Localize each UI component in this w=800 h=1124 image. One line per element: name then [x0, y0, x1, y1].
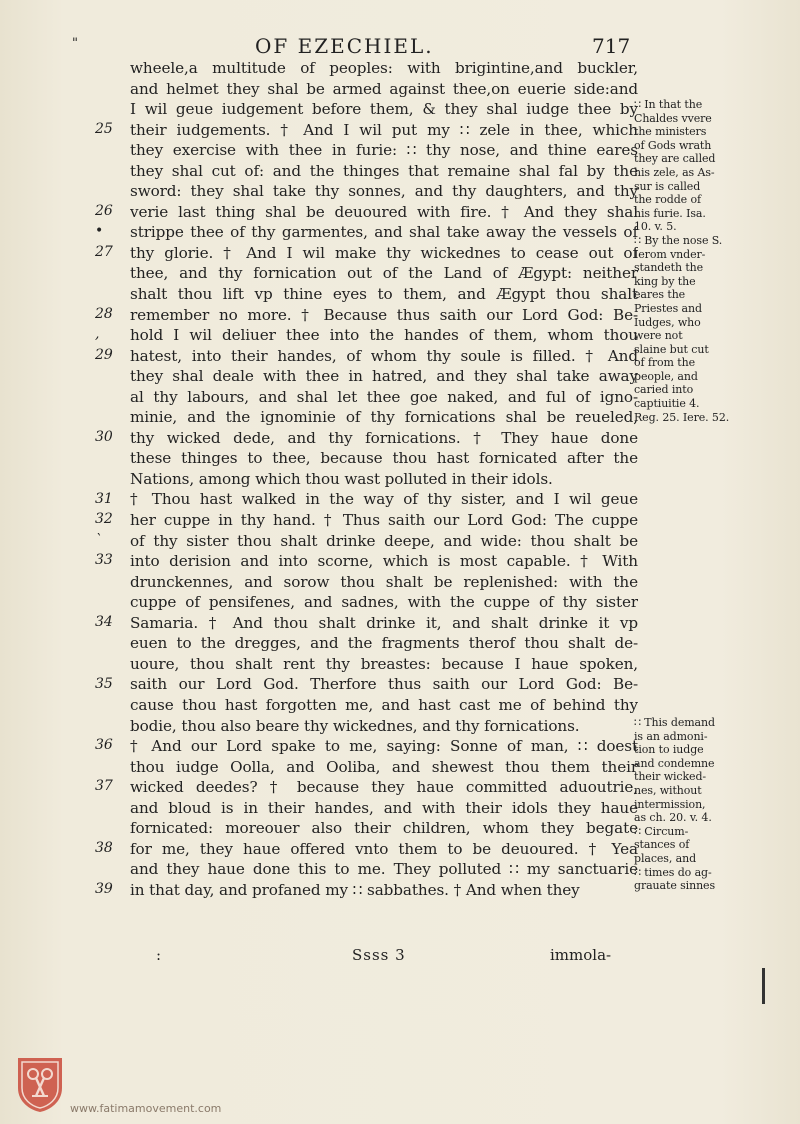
- verse-number: 35: [95, 675, 113, 692]
- text-line: euen to the dregges, and the fragments therof thou shalt de-: [130, 634, 638, 653]
- text-line: Nations, among which thou wast polluted in their idols.: [130, 469, 553, 488]
- website-watermark: www.fatimamovement.com: [70, 1102, 222, 1115]
- margin-note-line: Reg. 25. Iere. 52.: [634, 410, 730, 424]
- main-text-column: [130, 58, 638, 900]
- margin-note-line: were not: [634, 329, 683, 343]
- running-title: OF EZECHIEL.: [255, 34, 434, 58]
- text-line: into derision and into scorne, which is most capable. † With: [130, 552, 638, 571]
- text-line: uoure, thou shalt rent thy breastes: because I haue spoken,: [130, 654, 638, 673]
- text-line: thy wicked dede, and thy fornications. † They haue done: [130, 428, 638, 447]
- verse-number: 29: [95, 346, 113, 363]
- margin-note-line: the ministers: [634, 125, 707, 139]
- catchword: immola-: [550, 946, 612, 964]
- verse-number: 25: [95, 120, 113, 137]
- text-line: hold I wil deliuer thee into the handes of them, whom thou: [130, 326, 638, 345]
- signature-mark: Ssss 3: [352, 946, 406, 964]
- margin-note-line: slaine but cut: [634, 342, 709, 356]
- text-line: these thinges to thee, because thou hast fornicated after the: [130, 449, 638, 468]
- page-footer: [0, 946, 800, 972]
- margin-note-line: eares the: [634, 288, 686, 302]
- verse-number: 32: [95, 511, 113, 528]
- verse-number: 30: [95, 428, 113, 445]
- text-line: and helmet they shal be armed against thee,on euerie side:and: [130, 79, 638, 98]
- margin-note-line: Iudges, who: [634, 315, 701, 329]
- text-line: thou iudge Oolla, and Ooliba, and shewest thou them their: [130, 757, 638, 776]
- verse-number: 26: [95, 202, 113, 219]
- margin-note-line: Ierom vnder-: [634, 247, 706, 261]
- margin-note-lower: [634, 716, 744, 893]
- margin-note-line: ∷ By the nose S.: [634, 233, 723, 247]
- text-line: in that day, and profaned my ∷ sabbathes. † And when they: [130, 880, 580, 899]
- margin-note-line: standeth the: [634, 261, 704, 275]
- text-line: minie, and the ignominie of thy fornications shal be reueled,: [130, 408, 638, 427]
- text-line: cause thou hast forgotten me, and hast cast me of behind thy: [130, 695, 638, 714]
- margin-note-line: sur is called: [634, 179, 701, 193]
- margin-note-line: ∷ In that the: [634, 98, 703, 111]
- text-line: saith our Lord God. Therfore thus saith our Lord God: Be-: [130, 675, 638, 694]
- text-line: verie last thing shal be deuoured with fire. † And they shal: [130, 202, 638, 221]
- page-number: 717: [592, 34, 631, 58]
- margin-note-line: is an admoni-: [634, 729, 708, 743]
- text-line: her cuppe in thy hand. † Thus saith our Lord God: The cuppe: [130, 511, 638, 530]
- verse-number: 39: [95, 881, 113, 897]
- text-line: † And our Lord spake to me, saying: Sonne of man, ∷ doest: [130, 737, 638, 756]
- text-line: of thy sister thou shalt drinke deepe, and wide: thou shalt be: [130, 531, 638, 550]
- verse-number: `: [95, 531, 102, 548]
- verse-number: 31: [95, 490, 113, 507]
- text-line: Samaria. † And thou shalt drinke it, and shalt drinke it vp: [130, 613, 638, 632]
- verse-number: 34: [95, 613, 113, 630]
- text-line: for me, they haue offered vnto them to be deuoured. † Yea: [130, 839, 638, 858]
- text-line: hatest, into their handes, of whom thy soule is filled. † And: [130, 346, 638, 365]
- margin-note-line: and condemne: [634, 756, 715, 770]
- margin-note-line: ∷ This demand: [634, 716, 715, 729]
- margin-note-line: of from the: [634, 356, 695, 370]
- verse-number: 38: [95, 839, 113, 856]
- margin-note-line: king by the: [634, 274, 696, 288]
- text-line: shalt thou lift vp thine eyes to them, and Ægypt thou shalt: [130, 285, 638, 304]
- text-line: their iudgements. † And I wil put my ∷ zele in thee, which: [130, 120, 638, 139]
- margin-note-line: stances of: [634, 838, 690, 852]
- text-line: sword: they shal take thy sonnes, and thy daughters, and thy: [130, 182, 638, 201]
- text-line: remember no more. † Because thus saith our Lord God: Be-: [130, 305, 638, 324]
- margin-note-line: their wicked-: [634, 770, 707, 784]
- text-line: wheele,a multitude of peoples: with brigintine,and buckler,: [130, 59, 638, 77]
- text-line: thee, and thy fornication out of the Land of Ægypt: neither: [130, 264, 638, 283]
- text-line: and they haue done this to me. They polluted ∷ my sanctuarie: [130, 860, 638, 879]
- scan-edge-mark: [762, 968, 765, 1004]
- running-header: [0, 34, 800, 60]
- text-line: they exercise with thee in furie: ∷ thy nose, and thine eares: [130, 141, 638, 160]
- text-line: al thy labours, and shal let thee goe naked, and ful of igno-: [130, 387, 638, 406]
- margin-note-line: ∷ Circum-: [634, 824, 689, 838]
- margin-note-line: intermission,: [634, 797, 706, 811]
- margin-note-line: caried into: [634, 383, 694, 397]
- verse-number: 27: [95, 243, 113, 260]
- text-line: they shal cut of: and the thinges that remaine shal fal by the: [130, 161, 638, 180]
- margin-note-line: the rodde of: [634, 193, 701, 207]
- margin-note-line: Priestes and: [634, 301, 702, 315]
- margin-note-line: his furie. Isa.: [634, 206, 706, 220]
- verse-number: 36: [95, 737, 113, 754]
- text-line: cuppe of pensifenes, and sadnes, with the cuppe of thy sister: [130, 593, 638, 612]
- verse-number: 28: [95, 305, 113, 322]
- margin-note-line: ∷ times do ag-: [634, 865, 712, 879]
- verse-number: 37: [95, 778, 113, 795]
- text-line: strippe thee of thy garmentes, and shal take away the vessels of: [130, 223, 638, 242]
- text-line: they shal deale with thee in hatred, and they shal take away: [130, 367, 638, 386]
- verse-number: ,: [95, 326, 100, 343]
- text-line: bodie, thou also beare thy wickednes, and thy fornications.: [130, 716, 580, 735]
- margin-note-line: as ch. 20. v. 4.: [634, 811, 712, 825]
- margin-note-line: they are called: [634, 152, 716, 166]
- margin-note-line: Chaldes vvere: [634, 111, 712, 125]
- footer-colon: :: [156, 946, 162, 964]
- text-line: drunckennes, and sorow thou shalt be replenished: with the: [130, 572, 638, 591]
- margin-note-line: grauate sinnes: [634, 879, 716, 893]
- margin-note-line: tion to iudge: [634, 743, 704, 757]
- margin-note-line: nes, without: [634, 783, 702, 797]
- margin-note-line: of Gods wrath: [634, 138, 712, 152]
- margin-note-line: captiuitie 4.: [634, 397, 700, 411]
- fatima-shield-logo-icon: [14, 1054, 66, 1114]
- margin-note-line: 10. v. 5.: [634, 220, 677, 234]
- text-line: thy glorie. † And I wil make thy wickednes to cease out of: [130, 243, 638, 262]
- verse-number: 33: [95, 552, 113, 569]
- margin-note-line: his zele, as As-: [634, 165, 715, 179]
- verse-number: •: [95, 223, 104, 240]
- text-line: I wil geue iudgement before them, & they shal iudge thee by: [130, 100, 638, 119]
- margin-note-line: places, and: [634, 851, 697, 865]
- margin-note-upper: [634, 98, 744, 424]
- text-line: fornicated: moreouer also their children, whom they begate: [130, 819, 638, 838]
- header-mark: ": [72, 36, 78, 51]
- text-line: wicked deedes? † because they haue committed aduoutrie,: [130, 778, 638, 797]
- margin-note-line: people, and: [634, 369, 698, 383]
- text-line: and bloud is in their handes, and with their idols they haue: [130, 798, 638, 817]
- text-line: † Thou hast walked in the way of thy sister, and I wil geue: [130, 490, 638, 509]
